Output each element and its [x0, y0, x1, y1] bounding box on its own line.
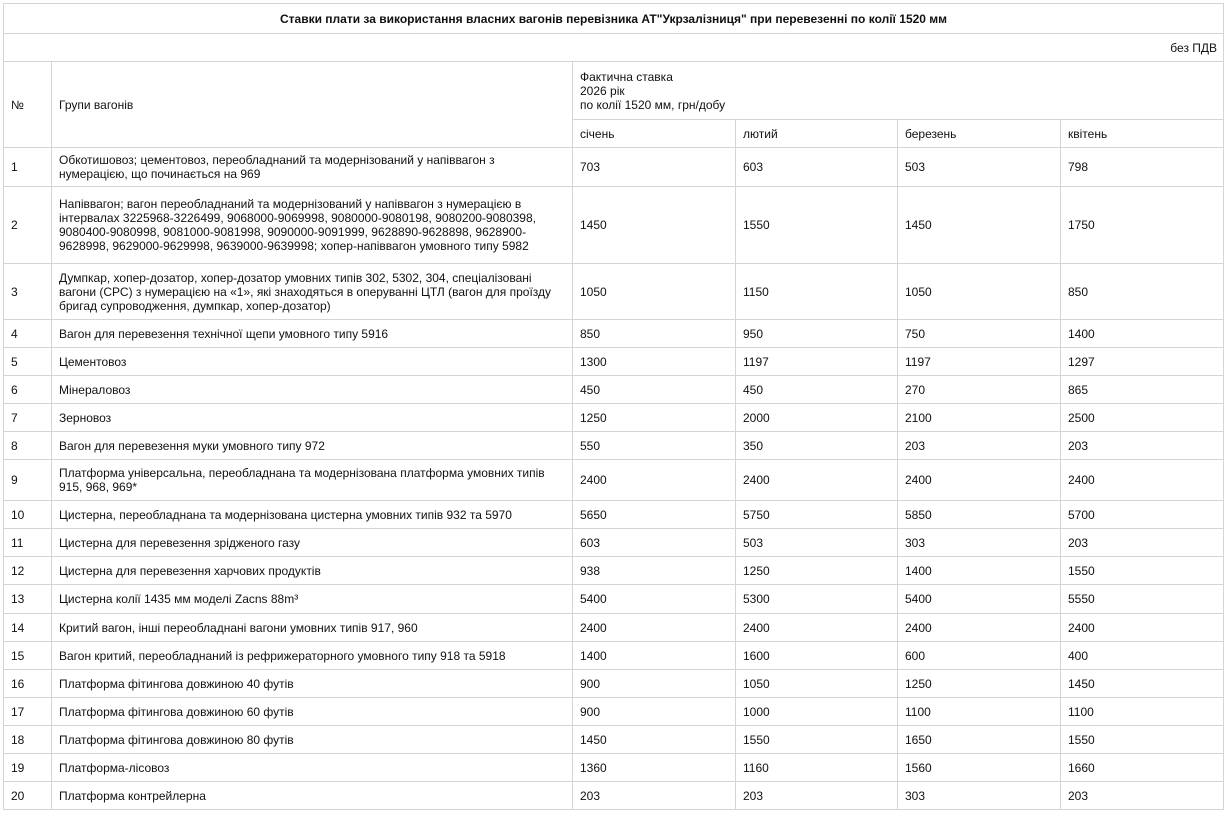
row-group: Вагон критий, переобладнаний із рефрижераторного умовного типу 918 та 5918: [52, 642, 573, 670]
rate-mar: 503: [898, 148, 1061, 187]
header-rate-line3: по колії 1520 мм, грн/добу: [580, 97, 726, 112]
rate-mar: 1450: [898, 187, 1061, 264]
table-title: Ставки плати за використання власних вагонів перевізника АТ"Укрзалізниця" при перевезенні по колії 1520 мм: [4, 4, 1224, 34]
rate-apr: 798: [1061, 148, 1224, 187]
vat-note: без ПДВ: [4, 34, 1224, 62]
row-num: 1: [4, 148, 52, 187]
table-row: [4, 698, 1224, 726]
rate-apr: 1750: [1061, 187, 1224, 264]
row-num: 11: [4, 529, 52, 557]
row-num: 14: [4, 614, 52, 642]
header-rate-line1: Фактична ставка: [580, 69, 673, 84]
table-row: [4, 404, 1224, 432]
row-group: Цементовоз: [52, 348, 573, 376]
row-num: 19: [4, 754, 52, 782]
row-group: Критий вагон, інші переобладнані вагони умовних типів 917, 960: [52, 614, 573, 642]
row-group: Цистерна, переобладнана та модернізована цистерна умовних типів 932 та 5970: [52, 501, 573, 529]
table-row: [4, 557, 1224, 585]
rate-feb: 1550: [736, 726, 898, 754]
row-num: 20: [4, 782, 52, 810]
row-group: Платформа контрейлерна: [52, 782, 573, 810]
rate-feb: 1600: [736, 642, 898, 670]
rate-jan: 1400: [573, 642, 736, 670]
header-rate-line2: 2026 рік: [580, 83, 625, 98]
table-row: [4, 782, 1224, 810]
table-row: [4, 529, 1224, 557]
row-num: 8: [4, 432, 52, 460]
row-group: Мінераловоз: [52, 376, 573, 404]
rate-mar: 5400: [898, 585, 1061, 614]
row-num: 7: [4, 404, 52, 432]
row-num: 18: [4, 726, 52, 754]
rate-mar: 1100: [898, 698, 1061, 726]
rate-feb: 2400: [736, 614, 898, 642]
table-row: [4, 585, 1224, 614]
row-group: Цистерна для перевезення харчових продуктів: [52, 557, 573, 585]
rate-mar: 2400: [898, 614, 1061, 642]
rate-mar: 1050: [898, 264, 1061, 320]
rate-apr: 1660: [1061, 754, 1224, 782]
rate-apr: 203: [1061, 529, 1224, 557]
rate-feb: 1150: [736, 264, 898, 320]
row-num: 16: [4, 670, 52, 698]
header-month-apr: квітень: [1061, 120, 1224, 148]
rate-jan: 1450: [573, 187, 736, 264]
table-row: [4, 376, 1224, 404]
rate-feb: 603: [736, 148, 898, 187]
rate-mar: 2400: [898, 460, 1061, 501]
row-num: 10: [4, 501, 52, 529]
header-num: №: [4, 62, 52, 148]
table-row: [4, 460, 1224, 501]
header-group: Групи вагонів: [52, 62, 573, 148]
rate-mar: 303: [898, 782, 1061, 810]
rate-feb: 2000: [736, 404, 898, 432]
rate-apr: 400: [1061, 642, 1224, 670]
rate-mar: 303: [898, 529, 1061, 557]
row-num: 17: [4, 698, 52, 726]
row-num: 12: [4, 557, 52, 585]
rate-apr: 865: [1061, 376, 1224, 404]
row-group: Обкотишовоз; цементовоз, переобладнаний та модернізований у напіввагон з нумерацією, що починається на 969: [52, 148, 573, 187]
row-group: Цистерна колії 1435 мм моделі Zacns 88m³: [52, 585, 573, 614]
table-row: [4, 432, 1224, 460]
row-group: Вагон для перевезення муки умовного типу 972: [52, 432, 573, 460]
rate-jan: 1360: [573, 754, 736, 782]
rates-table: [3, 3, 1224, 810]
rate-jan: 900: [573, 670, 736, 698]
rate-feb: 350: [736, 432, 898, 460]
row-num: 9: [4, 460, 52, 501]
header-month-mar: березень: [898, 120, 1061, 148]
rate-jan: 1250: [573, 404, 736, 432]
table-row: [4, 187, 1224, 264]
vat-row: [4, 34, 1224, 62]
rate-jan: 550: [573, 432, 736, 460]
rate-feb: 2400: [736, 460, 898, 501]
rate-apr: 5550: [1061, 585, 1224, 614]
rate-feb: 450: [736, 376, 898, 404]
rate-mar: 1650: [898, 726, 1061, 754]
rate-jan: 5400: [573, 585, 736, 614]
row-group: Платформа фітингова довжиною 80 футів: [52, 726, 573, 754]
row-num: 2: [4, 187, 52, 264]
rate-apr: 203: [1061, 432, 1224, 460]
rate-mar: 750: [898, 320, 1061, 348]
rate-jan: 1300: [573, 348, 736, 376]
header-month-feb: лютий: [736, 120, 898, 148]
row-group: Платформа-лісовоз: [52, 754, 573, 782]
table-row: [4, 614, 1224, 642]
rate-mar: 270: [898, 376, 1061, 404]
rate-mar: 1197: [898, 348, 1061, 376]
rate-jan: 1050: [573, 264, 736, 320]
rate-mar: 203: [898, 432, 1061, 460]
rate-apr: 5700: [1061, 501, 1224, 529]
rate-mar: 1400: [898, 557, 1061, 585]
row-group: Напіввагон; вагон переобладнаний та модернізований у напіввагон з нумерацією в інтервалах 3225968-3226499, 9068000-9069998, 9080000-9080198, 9080200-9080398, 9080400-9080998, 9081000-9081998, 9090000-9091999, 9628890-9628898, 9628900-9628998, 9629000-9629998, 9639000-9639998; хопер-напіввагон умовного типу 5982: [52, 187, 573, 264]
rate-apr: 2400: [1061, 614, 1224, 642]
row-num: 3: [4, 264, 52, 320]
rate-apr: 1550: [1061, 726, 1224, 754]
rate-jan: 203: [573, 782, 736, 810]
rate-apr: 1550: [1061, 557, 1224, 585]
rate-feb: 203: [736, 782, 898, 810]
rate-jan: 2400: [573, 460, 736, 501]
rate-feb: 503: [736, 529, 898, 557]
row-num: 4: [4, 320, 52, 348]
rate-jan: 2400: [573, 614, 736, 642]
row-num: 15: [4, 642, 52, 670]
table-row: [4, 642, 1224, 670]
row-group: Платформа універсальна, переобладнана та модернізована платформа умовних типів 915, 968, 969*: [52, 460, 573, 501]
rate-apr: 1450: [1061, 670, 1224, 698]
rate-jan: 850: [573, 320, 736, 348]
rate-apr: 203: [1061, 782, 1224, 810]
rate-feb: 1250: [736, 557, 898, 585]
row-num: 6: [4, 376, 52, 404]
rate-feb: 1050: [736, 670, 898, 698]
row-group: Платформа фітингова довжиною 40 футів: [52, 670, 573, 698]
row-group: Платформа фітингова довжиною 60 футів: [52, 698, 573, 726]
table-row: [4, 320, 1224, 348]
rate-apr: 1297: [1061, 348, 1224, 376]
rate-feb: 950: [736, 320, 898, 348]
row-group: Вагон для перевезення технічної щепи умовного типу 5916: [52, 320, 573, 348]
table-row: [4, 754, 1224, 782]
rate-feb: 1160: [736, 754, 898, 782]
row-num: 13: [4, 585, 52, 614]
rate-feb: 5300: [736, 585, 898, 614]
header-rate: [573, 62, 1224, 120]
table-row: [4, 264, 1224, 320]
rate-jan: 450: [573, 376, 736, 404]
header-row: [4, 62, 1224, 120]
rate-jan: 1450: [573, 726, 736, 754]
table-row: [4, 726, 1224, 754]
rate-apr: 1100: [1061, 698, 1224, 726]
table-row: [4, 148, 1224, 187]
row-group: Цистерна для перевезення зрідженого газу: [52, 529, 573, 557]
row-group: Думпкар, хопер-дозатор, хопер-дозатор умовних типів 302, 5302, 304, спеціалізовані вагони (СРС) з нумерацією на «1», які знаходяться в оперуванні ЦТЛ (вагон для проїзду бригад супроводження, думпкар, хопер-дозатор): [52, 264, 573, 320]
rate-jan: 938: [573, 557, 736, 585]
rate-feb: 1550: [736, 187, 898, 264]
rate-apr: 2500: [1061, 404, 1224, 432]
rate-feb: 1197: [736, 348, 898, 376]
rate-mar: 2100: [898, 404, 1061, 432]
rate-jan: 603: [573, 529, 736, 557]
row-group: Зерновоз: [52, 404, 573, 432]
header-month-jan: січень: [573, 120, 736, 148]
rate-jan: 5650: [573, 501, 736, 529]
rate-mar: 600: [898, 642, 1061, 670]
rate-apr: 850: [1061, 264, 1224, 320]
rate-mar: 1560: [898, 754, 1061, 782]
rate-apr: 2400: [1061, 460, 1224, 501]
table-row: [4, 670, 1224, 698]
rate-jan: 900: [573, 698, 736, 726]
rate-mar: 1250: [898, 670, 1061, 698]
rate-apr: 1400: [1061, 320, 1224, 348]
rate-feb: 5750: [736, 501, 898, 529]
row-num: 5: [4, 348, 52, 376]
rate-mar: 5850: [898, 501, 1061, 529]
rate-jan: 703: [573, 148, 736, 187]
rate-feb: 1000: [736, 698, 898, 726]
table-row: [4, 501, 1224, 529]
title-row: [4, 4, 1224, 34]
table-row: [4, 348, 1224, 376]
